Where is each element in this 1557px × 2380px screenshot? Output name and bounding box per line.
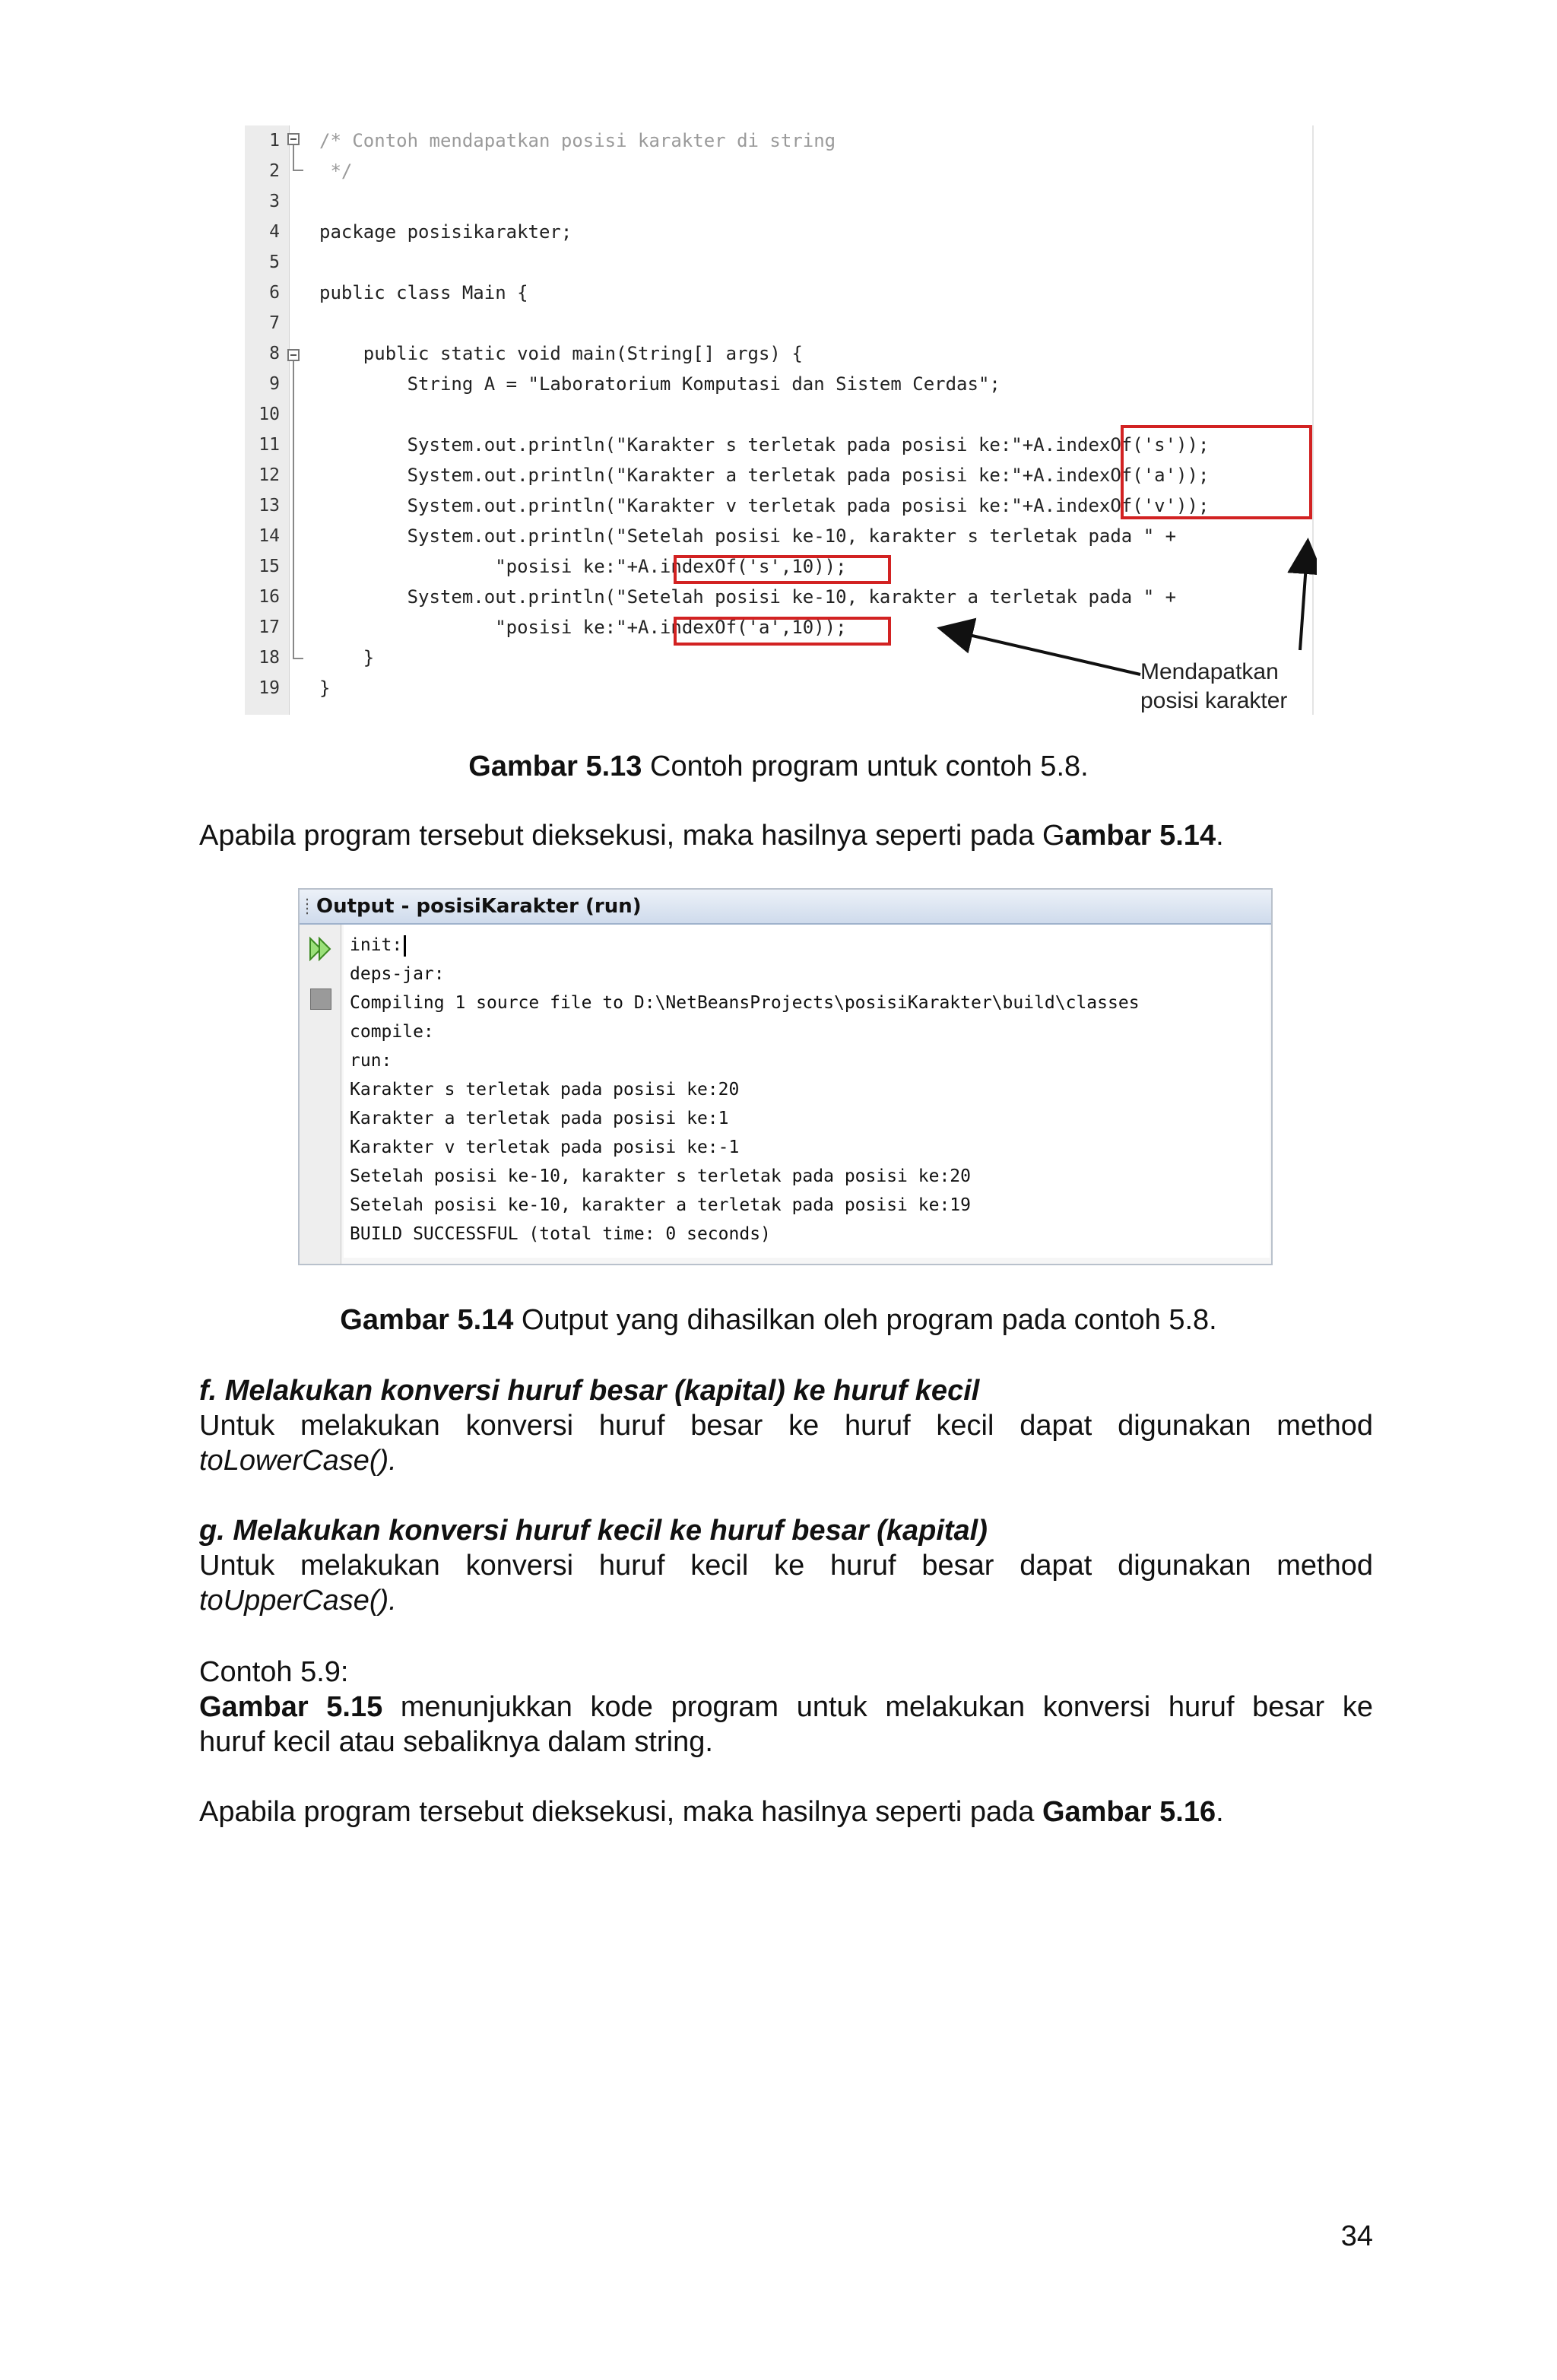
line-number: 6: [269, 283, 280, 303]
paragraph: [199, 1795, 1373, 1829]
console-line: Setelah posisi ke-10, karakter a terletak pada posisi ke:19: [350, 1195, 971, 1215]
line-number: 14: [258, 526, 280, 546]
code-class-decl: public class Main {: [319, 282, 528, 303]
figure-reference: ambar 5.14: [1064, 820, 1216, 852]
section-heading-g: g. Melakukan konversi huruf kecil ke huruf besar (kapital): [199, 1515, 988, 1547]
console-line: compile:: [350, 1022, 434, 1042]
example-label: Contoh 5.9:: [199, 1656, 349, 1688]
line-number: 18: [258, 648, 280, 668]
paragraph-text: huruf kecil atau sebaliknya dalam string.: [199, 1726, 713, 1758]
code-screenshot: [245, 125, 1317, 715]
line-number: 13: [258, 496, 280, 516]
line-number: 12: [258, 465, 280, 485]
text-cursor: [404, 935, 406, 957]
paragraph-text: Apabila program tersebut dieksekusi, maka hasilnya seperti pada: [199, 1796, 1042, 1828]
line-number: 2: [269, 161, 280, 181]
console-line: BUILD SUCCESSFUL (total time: 0 seconds): [350, 1224, 771, 1244]
figure-reference: Gambar 5.16: [1042, 1796, 1216, 1828]
output-titlebar[interactable]: [300, 890, 1271, 925]
code-comment: */: [319, 160, 353, 182]
paragraph-text: .: [1216, 820, 1224, 852]
callout-line: Mendapatkan: [1140, 659, 1279, 684]
stop-icon[interactable]: [310, 988, 331, 1010]
console-line: [350, 931, 406, 960]
paragraph: [199, 1690, 1373, 1725]
code-println: System.out.println("Setelah posisi ke-10, karakter a terletak pada " +: [319, 586, 1177, 608]
console-line: Karakter s terletak pada posisi ke:20: [350, 1080, 740, 1100]
paragraph-text: Apabila program tersebut dieksekusi, maka hasilnya seperti pada G: [199, 820, 1065, 852]
code-brace: }: [319, 678, 331, 699]
code-brace: }: [319, 647, 375, 668]
caption-text: Output yang dihasilkan oleh program pada contoh 5.8.: [513, 1304, 1217, 1336]
method-name: toUpperCase().: [199, 1585, 397, 1617]
console-line: Karakter a terletak pada posisi ke:1: [350, 1109, 729, 1128]
line-number: 17: [258, 617, 280, 637]
code-main-method: public static void main(String[] args) {: [319, 343, 803, 364]
callout-line: posisi karakter: [1140, 688, 1288, 713]
paragraph-text: menunjukkan kode program untuk melakukan konversi huruf besar ke: [382, 1691, 1373, 1723]
line-number: 11: [258, 435, 280, 455]
code-continuation: "posisi ke:"+A.indexOf('a',10));: [319, 617, 847, 638]
section-heading-f: f. Melakukan konversi huruf besar (kapital) ke huruf kecil: [199, 1375, 980, 1407]
callout-label: [1140, 658, 1287, 716]
paragraph-text: .: [1216, 1796, 1224, 1828]
line-number: 9: [269, 374, 280, 394]
figure-caption: [0, 748, 1557, 785]
method-name: toLowerCase().: [199, 1445, 397, 1477]
page-number: 34: [1340, 2220, 1373, 2252]
console-line: Setelah posisi ke-10, karakter s terletak pada posisi ke:20: [350, 1166, 971, 1186]
console-line: deps-jar:: [350, 964, 445, 984]
callout-arrows: [245, 125, 1317, 715]
arrow-to-indexof: [943, 629, 1140, 674]
line-number: 1: [269, 131, 280, 151]
arrow-to-indexof: [1300, 544, 1308, 650]
code-println: System.out.println("Setelah posisi ke-10, karakter s terletak pada " +: [319, 525, 1177, 547]
console-line: Karakter v terletak pada posisi ke:-1: [350, 1138, 740, 1157]
line-number: 3: [269, 192, 280, 211]
console-line: Compiling 1 source file to D:\NetBeansProjects\posisiKarakter\build\classes: [350, 993, 1140, 1013]
section-g-body: Untuk melakukan konversi huruf kecil ke huruf besar dapat digunakan method: [199, 1550, 1373, 1582]
code-string-decl: String A = "Laboratorium Komputasi dan Sistem Cerdas";: [319, 373, 1000, 395]
line-number: 19: [258, 678, 280, 698]
output-window-title: Output - posisiKarakter (run): [316, 895, 642, 918]
paragraph: [199, 818, 1373, 853]
section-f-body: Untuk melakukan konversi huruf besar ke huruf kecil dapat digunakan method: [199, 1410, 1373, 1442]
line-number: 7: [269, 313, 280, 333]
line-number: 15: [258, 557, 280, 576]
line-number: 4: [269, 222, 280, 242]
code-println: System.out.println("Karakter v terletak pada posisi ke:"+A.indexOf('v'));: [319, 495, 1210, 516]
code-println: System.out.println("Karakter a terletak pada posisi ke:"+A.indexOf('a'));: [319, 465, 1210, 486]
caption-label: Gambar 5.13: [468, 750, 642, 782]
drag-grip-icon[interactable]: [306, 897, 309, 916]
caption-text: Contoh program untuk contoh 5.8.: [642, 750, 1089, 782]
line-number: 16: [258, 587, 280, 607]
code-println: System.out.println("Karakter s terletak pada posisi ke:"+A.indexOf('s'));: [319, 434, 1210, 455]
output-toolbar: [300, 925, 341, 1264]
output-window: [298, 888, 1273, 1265]
rerun-icon[interactable]: [307, 935, 335, 963]
figure-caption: [0, 1302, 1557, 1338]
line-number: 10: [258, 405, 280, 424]
output-console: [344, 925, 1270, 1258]
console-line: run:: [350, 1051, 392, 1071]
line-number: 5: [269, 252, 280, 272]
code-continuation: "posisi ke:"+A.indexOf('s',10));: [319, 556, 847, 577]
line-number: 8: [269, 344, 280, 363]
figure-reference: Gambar 5.15: [199, 1691, 383, 1723]
code-package-decl: package posisikarakter;: [319, 221, 572, 243]
console-text: init:: [350, 935, 403, 955]
caption-label: Gambar 5.14: [340, 1304, 514, 1336]
code-comment: /* Contoh mendapatkan posisi karakter di string: [319, 130, 836, 151]
